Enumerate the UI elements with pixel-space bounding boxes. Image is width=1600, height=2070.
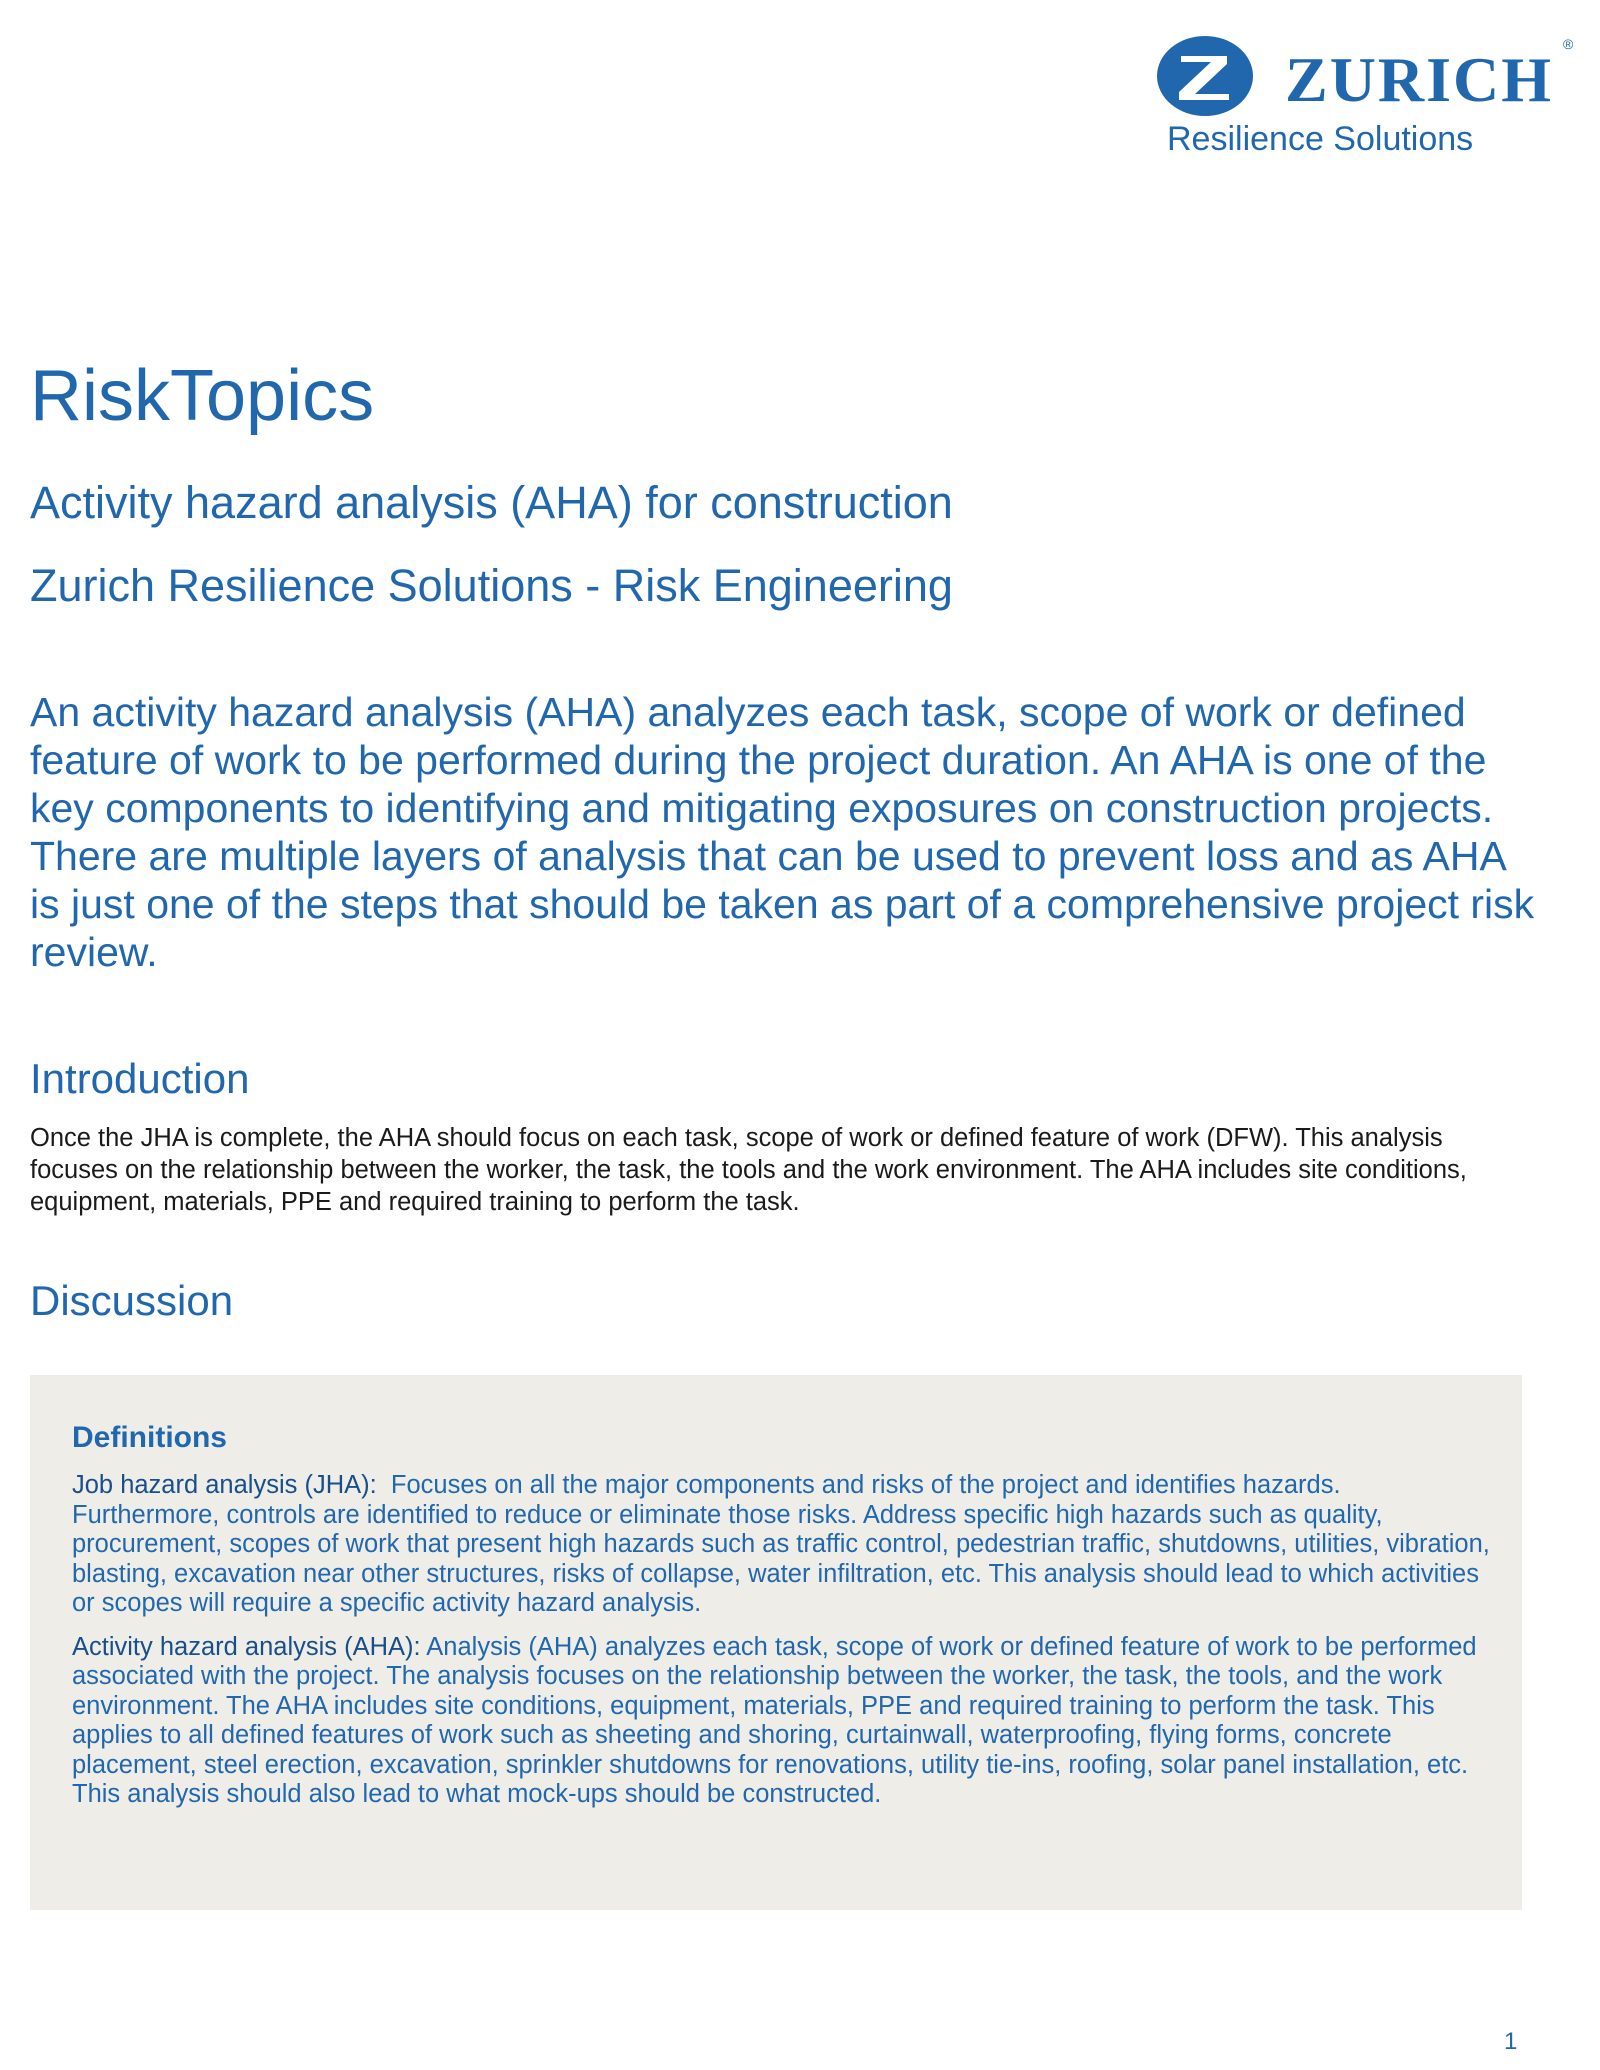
registered-mark: ® — [1563, 36, 1574, 52]
introduction-text: Once the JHA is complete, the AHA should focus on each task, scope of work or defined feature of work (DFW). This analysis focuses on the relationship between the worker, the task, the tools and the work environment. The AHA includes site conditions, equipment, materials, PPE and required training to perform the task. — [30, 1124, 1467, 1216]
definition-text: Focuses on all the major components and risks of the project and identifies hazards. Furthermore, controls are identified to reduce or eliminate those risks. Address specific high hazards such as quality, procurement, scopes of work that present high hazards such as traffic control, pedestrian traffic, shutdowns, utilities, vibration, blasting, excavation near other structures, risks of collapse, water infiltration, etc. This analysis should lead to which activities or scopes will require a specific activity hazard analysis. — [72, 1471, 1490, 1617]
definitions-box — [30, 1375, 1522, 1910]
definition-text: Analysis (AHA) analyzes each task, scope of work or defined feature of work to be performed associated with the project. The analysis focuses on the relationship between the worker, the task, the tools, and the work environment. The AHA includes site conditions, equipment, materials, PPE and required training to perform the task. This applies to all defined features of work such as sheeting and shoring, curtainwall, waterproofing, flying forms, concrete placement, steel erection, excavation, sprinkler shutdowns for renovations, utility tie-ins, roofing, solar panel installation, etc. This analysis should also lead to what mock-ups should be constructed. — [72, 1632, 1477, 1808]
zurich-z-mark-icon — [1155, 34, 1255, 118]
logo-tagline: Resilience Solutions — [1167, 120, 1474, 158]
page-title: RiskTopics — [30, 356, 375, 436]
discussion-heading: Discussion — [30, 1277, 234, 1324]
lead-paragraph: An activity hazard analysis (AHA) analyzes each task, scope of work or defined feature of work to be performed during the project duration. An AHA is one of the key components to identifying and mitigating exposures on construction projects. There are multiple layers of analysis that can be used to prevent loss and as AHA is just one of the steps that should be taken as part of a comprehensive project risk review. — [30, 689, 1535, 975]
definition-term: Activity hazard analysis (AHA): — [72, 1632, 421, 1661]
definition-item — [72, 1471, 1492, 1619]
definitions-title: Definitions — [72, 1421, 227, 1454]
page-number: 1 — [1504, 2028, 1518, 2055]
definitions-content — [72, 1423, 1492, 1824]
introduction-heading: Introduction — [30, 1055, 250, 1102]
document-subtitle: Activity hazard analysis (AHA) for construction — [30, 477, 953, 528]
zurich-logo — [1155, 30, 1575, 170]
definition-term: Job hazard analysis (JHA): — [72, 1471, 377, 1499]
definition-item — [72, 1633, 1492, 1810]
logo-wordmark: ZURICH — [1285, 44, 1554, 115]
author-line: Zurich Resilience Solutions - Risk Engineering — [30, 560, 953, 611]
